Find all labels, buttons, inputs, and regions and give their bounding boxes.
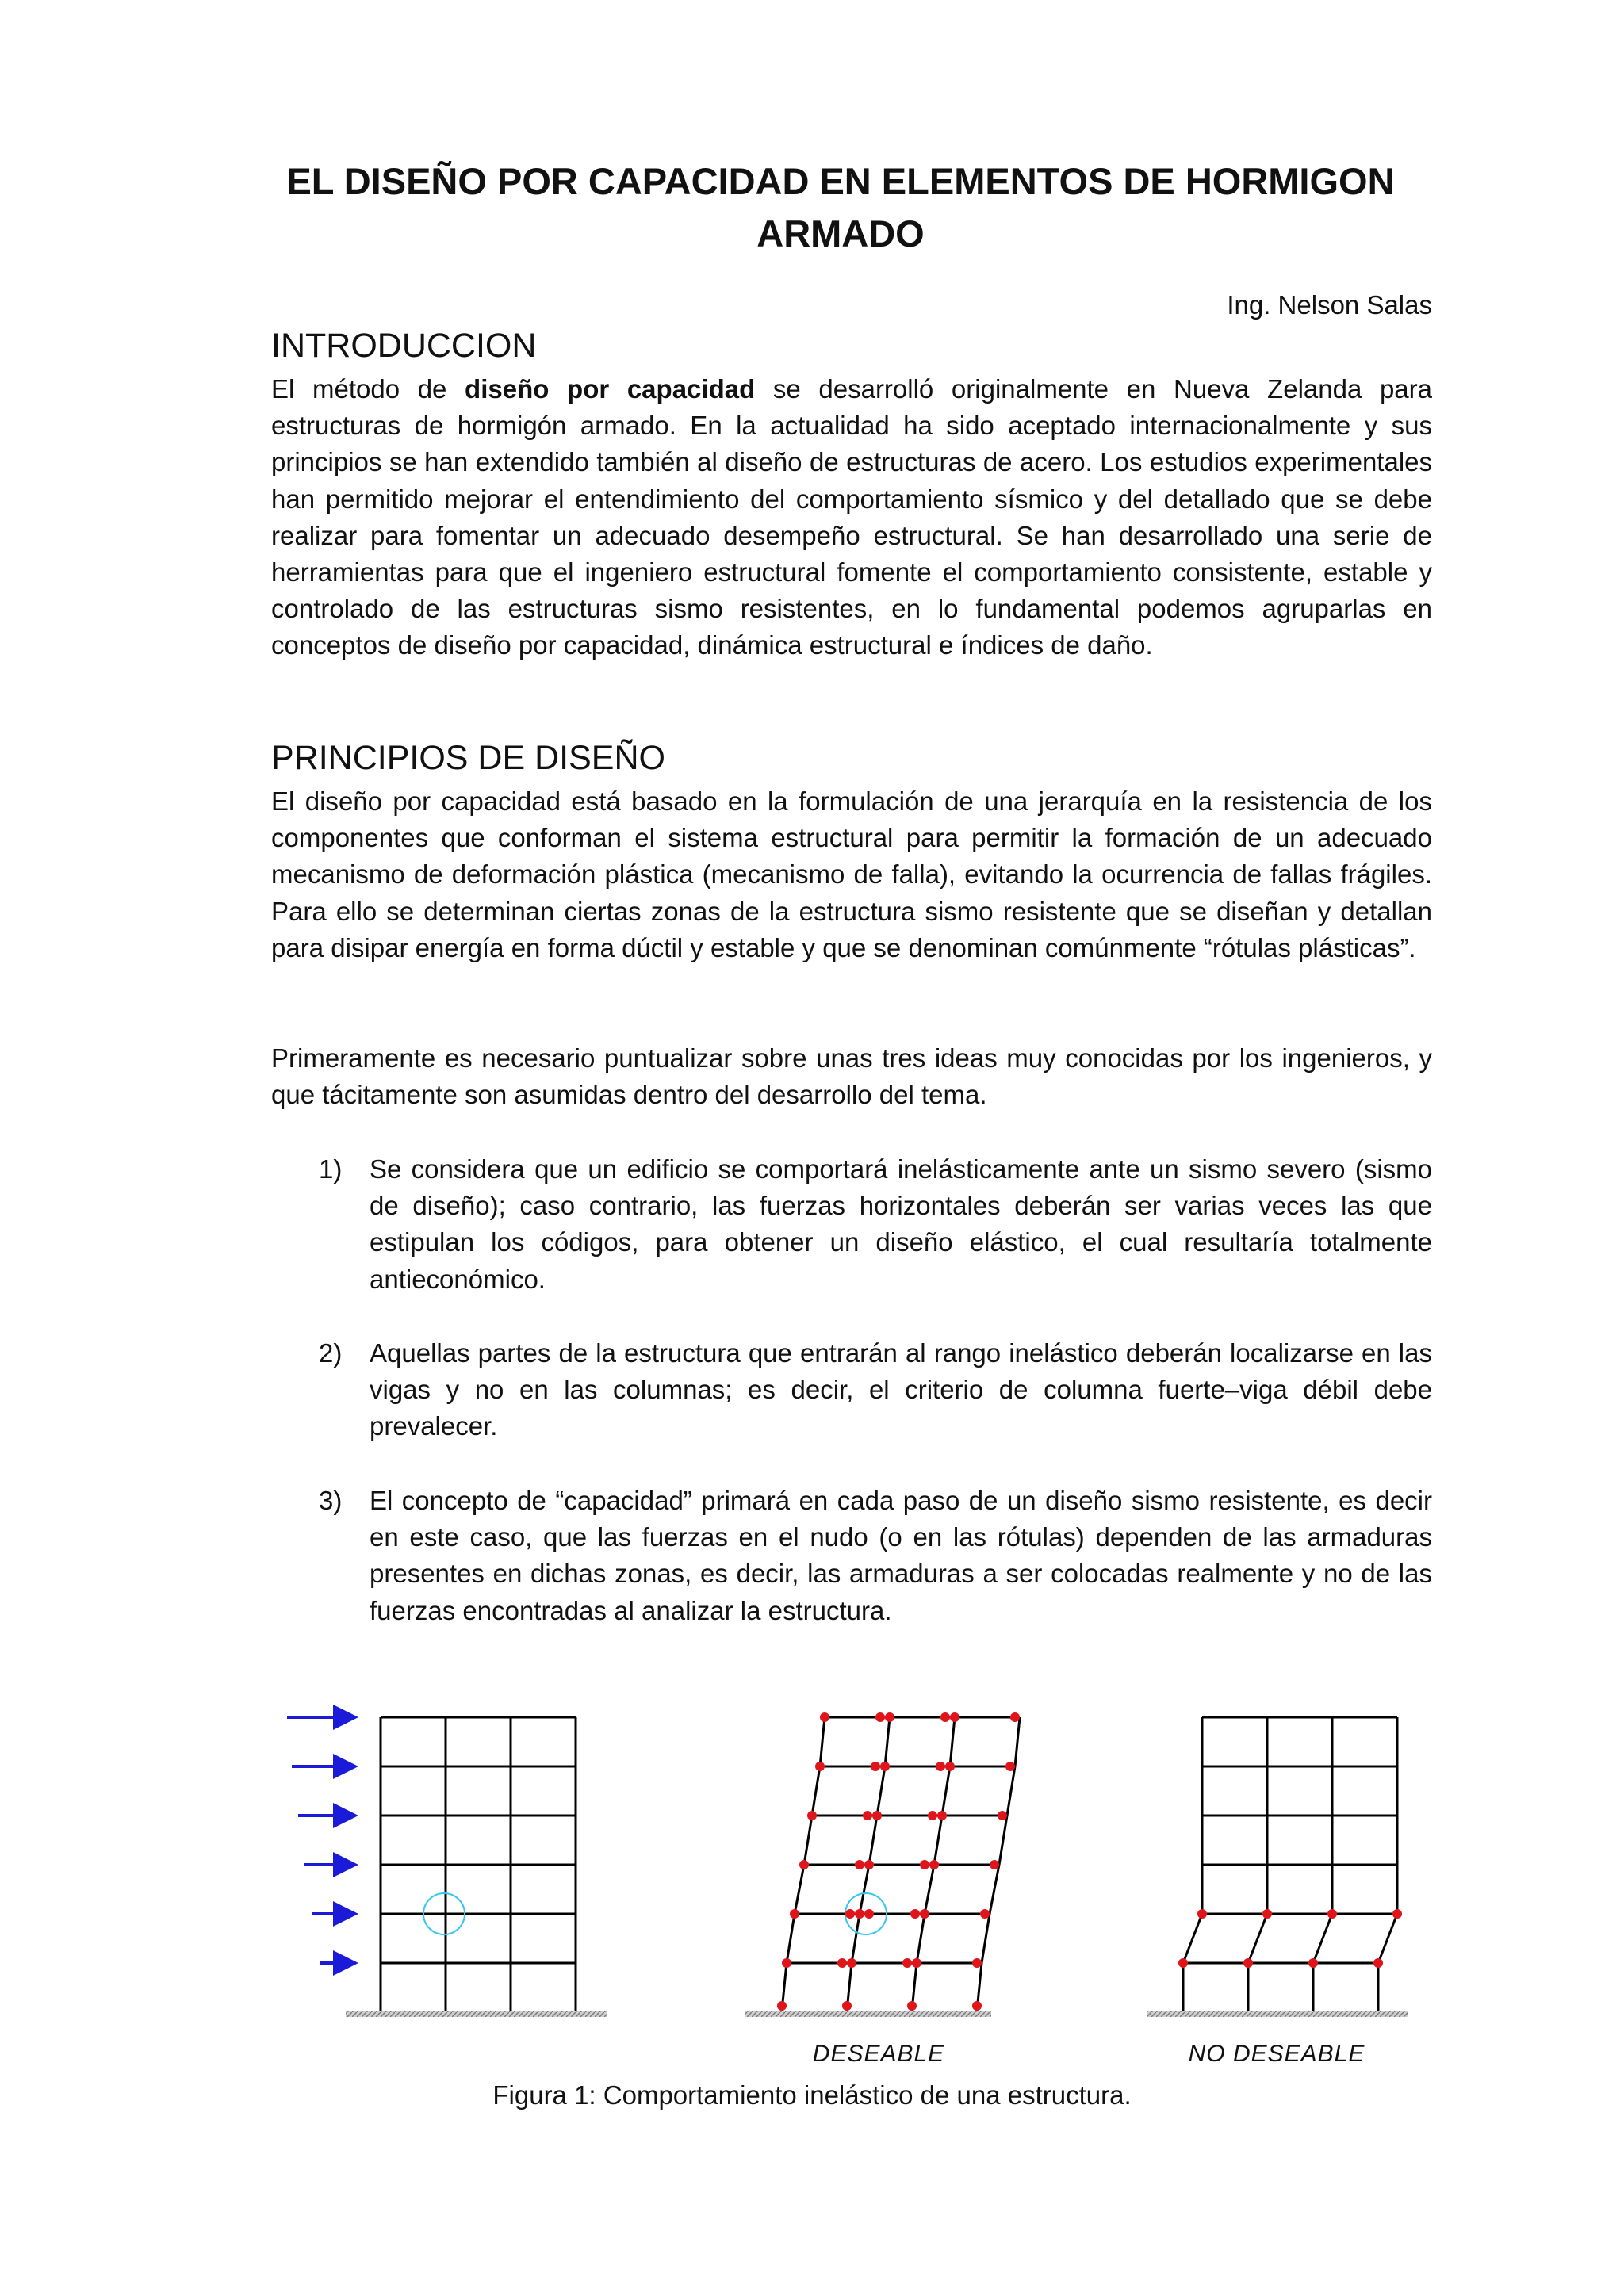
plastic-hinges [1178, 1909, 1402, 1968]
intro-paragraph [271, 371, 1432, 664]
list-item-number: 1) [319, 1154, 343, 1184]
list-item [319, 1483, 1432, 1629]
intro-text-start: El método de [271, 374, 447, 404]
figure-inelastic-behavior [270, 1697, 1427, 2077]
lateral-force-arrows [287, 1717, 355, 1963]
section-heading-principios: PRINCIPIOS DE DISEÑO [271, 739, 665, 777]
frame-no-deseable [1147, 1717, 1408, 2067]
list-item-number: 3) [319, 1486, 343, 1515]
list-item-text: Se considera que un edificio se comportará inelásticamente ante un sismo severo (sismo de diseño); caso contrario, las fuerzas horizontales deberán ser varias veces las que estipulan los códigos, para obtener un diseño elástico, el cual resultaría totalmente antieconómico. [370, 1154, 1432, 1294]
label-deseable: DESEABLE [812, 2041, 945, 2067]
principios-paragraph-1: El diseño por capacidad está basado en la formulación de una jerarquía en la resistencia de los componentes que conforman el sistema estructural para permitir la formación de un adecuado mecanismo de deformación plástica (mecanismo de falla), evitando la ocurrencia de fallas frágiles. Para ello se determinan ciertas zonas de la estructura sismo resistente que se diseñan y detallan para disipar energía en forma dúctil y estable y que se denominan comúnmente “rótulas plásticas”. [271, 786, 1432, 962]
label-no-deseable: NO DESEABLE [1188, 2041, 1365, 2067]
ground-base [346, 2011, 607, 2017]
principios-paragraph-2: Primeramente es necesario puntualizar sobre unas tres ideas muy conocidas por los ingenieros, y que tácitamente son asumidas dentro del desarrollo del tema. [271, 1043, 1432, 1110]
intro-bold-term: diseño por capacidad [465, 374, 756, 404]
frame-deseable [745, 1712, 1020, 2067]
list-item [319, 1151, 1432, 1298]
list-item-number: 2) [319, 1338, 343, 1368]
intro-text-rest: se desarrolló originalmente en Nueva Zelanda para estructuras de hormigón armado. En la actualidad ha sido aceptado internacionalmente y sus principios se han extendido también al diseño de estructuras de acero. Los estudios experimentales han permitido mejorar el entendimiento del comportamiento sísmico y del detallado que se debe realizar para fomentar un adecuado desempeño estructural. Se han desarrollado una serie de herramientas para que el ingeniero estructural fomente el comportamiento consistente, estable y controlado de las estructuras sismo resistentes, en lo fundamental podemos agruparlas en conceptos de diseño por capacidad, dinámica estructural e índices de daño. [271, 374, 1432, 660]
document-title: EL DISEÑO POR CAPACIDAD EN ELEMENTOS DE HORMIGON ARMADO [286, 160, 1395, 254]
list-item-text: Aquellas partes de la estructura que entrarán al rango inelástico deberán localizarse en las vigas y no en las columnas; es decir, el criterio de columna fuerte–viga débil debe prevalecer. [370, 1338, 1432, 1441]
list-item-text: El concepto de “capacidad” primará en cada paso de un diseño sismo resistente, es decir en este caso, que las fuerzas en el nudo (o en las rótulas) dependen de las armaduras presentes en dichas zonas, es decir, las armaduras a ser colocadas realmente y no de las fuerzas encontradas al analizar la estructura. [370, 1486, 1432, 1625]
ground-base [1147, 2011, 1408, 2017]
list-item [319, 1335, 1432, 1445]
plastic-hinges [777, 1712, 1020, 2011]
section-heading-introduccion: INTRODUCCION [271, 327, 537, 365]
ground-base [745, 2011, 991, 2017]
figure-caption: Figura 1: Comportamiento inelástico de una estructura. [492, 2080, 1132, 2110]
frame-elastic [287, 1717, 607, 2017]
author-name: Ing. Nelson Salas [1227, 290, 1432, 320]
